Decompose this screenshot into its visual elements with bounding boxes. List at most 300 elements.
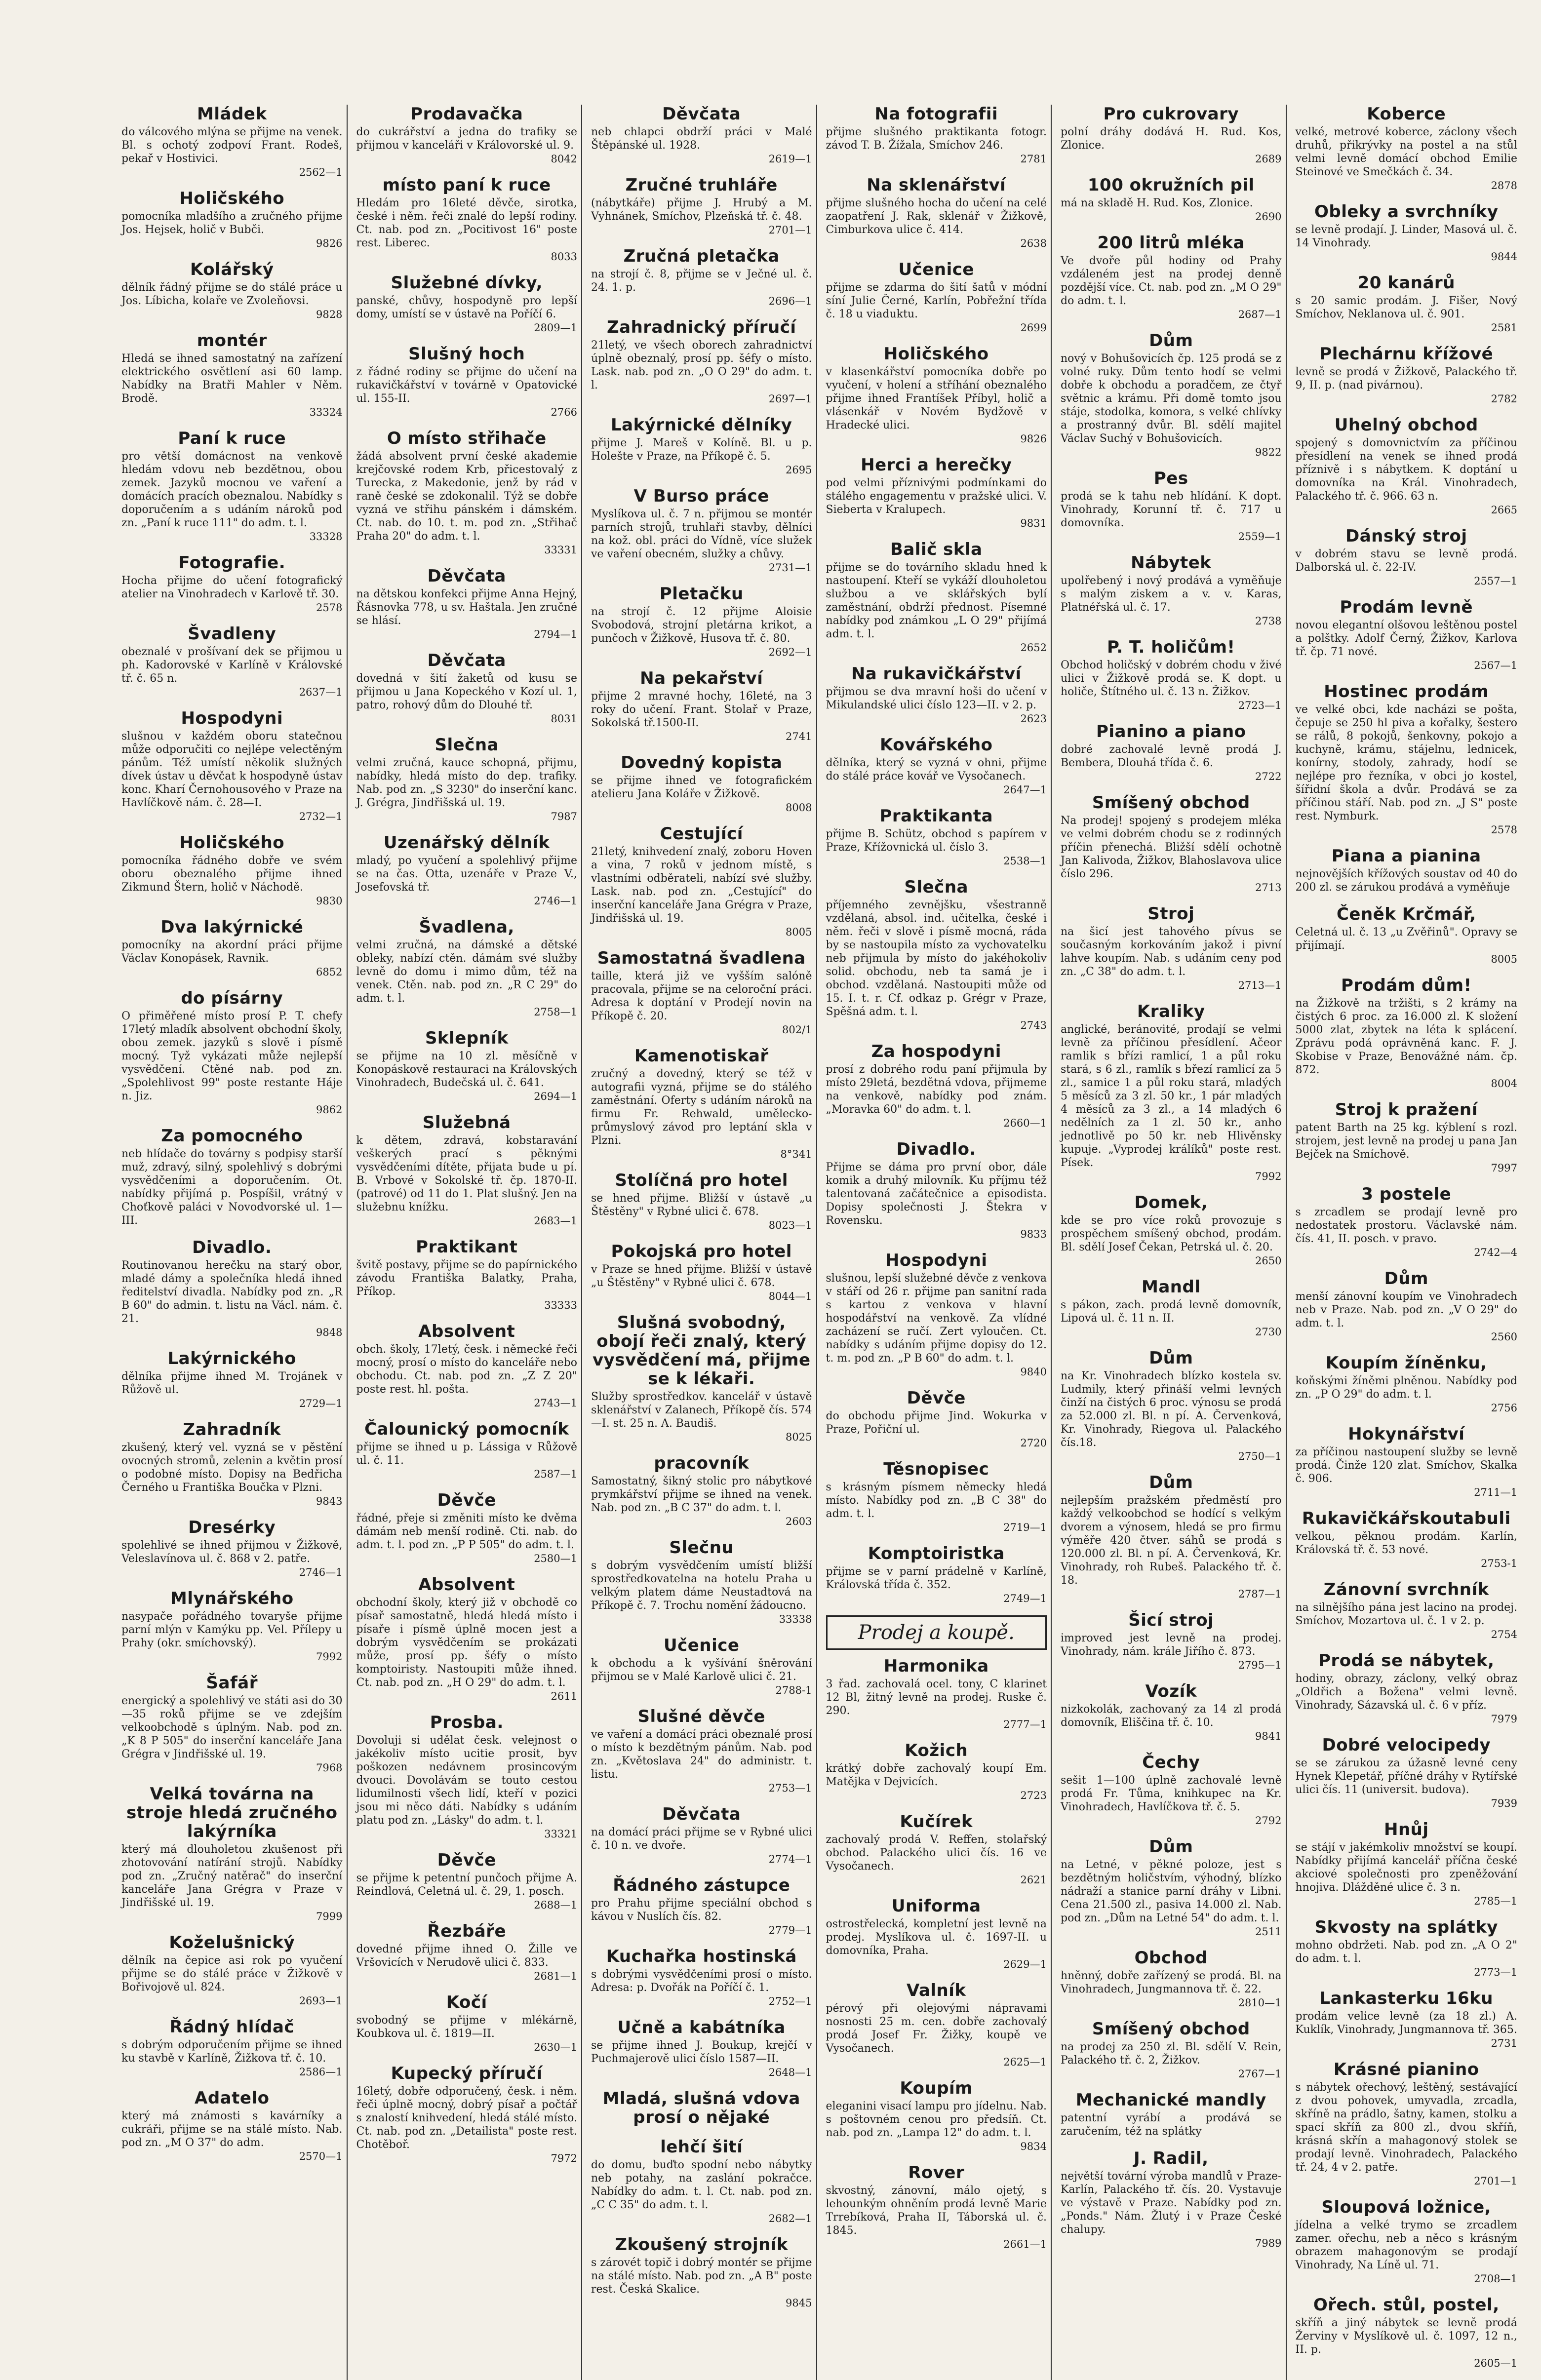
- ad-body: menší zánovní koupím ve Vinohradech neb v Praze. Nab. pod zn. „V O 29" do adm. t. l.: [1295, 1290, 1517, 1329]
- ad-code: 2781: [1020, 153, 1047, 165]
- classified-columns: [118, 104, 1521, 2369]
- ad-heading: Služebné dívky,: [391, 273, 543, 293]
- ad-body: mohno obdržeti. Nab. pod zn. „A O 2" do adm. t. l.: [1295, 1939, 1517, 1965]
- ad-code: 2580—1: [534, 1553, 577, 1564]
- ad-code: 8042: [551, 153, 577, 165]
- ad-body: do domu, buďto spodní nebo nábytky neb potahy, na zaslání pokračce. Nabídky do adm. t. l. Ct. nab. pod zn. „C C 35" do adm. t. l.: [591, 2159, 812, 2211]
- ad-heading: Kožich: [905, 1741, 968, 1760]
- ad-heading: Pletačku: [659, 584, 744, 604]
- ad-code: 8008: [786, 802, 812, 814]
- classified-ad: [356, 1491, 578, 1564]
- classified-ad: [1296, 2296, 1518, 2369]
- ad-code: 2693—1: [299, 1995, 343, 2007]
- ad-heading: Herci a herečky: [861, 455, 1012, 475]
- ad-code: 2752—1: [768, 1995, 812, 2007]
- ad-body: se přijme ihned J. Boukup, krejčí v Puchmajerově ulici číslo 1587—II.: [591, 2039, 812, 2065]
- ad-heading: Ořech. stůl, postel,: [1313, 2295, 1500, 2315]
- ad-code: 2750—1: [1238, 1450, 1282, 1462]
- classified-ad: [1296, 2060, 1518, 2187]
- ad-body: k dětem, zdravá, kobstaravání veškerých prací s pěknými vysvědčeními dítěte, přijata bude u pí. B. Vrbové v Sokolské tř. čp. 1870-II. (patrové) od 11 do 1. Plat slušný. Jen na služebnu knížku.: [356, 1134, 577, 1213]
- ad-code: 8°341: [780, 1148, 812, 1160]
- ad-body: eleganini visací lampu pro jídelnu. Nab. s poštovném cenou pro předsíň. Ct. nab. pod zn. „Lampa 12" do adm. t. l.: [826, 2100, 1047, 2139]
- ad-body: který má dlouholetou zkušenost při zhotovování natírání strojů. Nabídky pod zn. „Zručný natěrač" do inserční kanceláře Jana Grégra v Praze v Jindřišské ul. 19.: [121, 1843, 343, 1909]
- classified-ad: [1296, 2198, 1518, 2285]
- ad-body: do cukrářství a jedna do trafiky se přijmou v kanceláři v Královorské ul. 9.: [356, 126, 577, 152]
- ad-body: přijme se v parní prádelně v Karlíně, Královská třída č. 352.: [826, 1565, 1047, 1591]
- ad-code: 2795—1: [1238, 1659, 1282, 1671]
- classified-ad: [1061, 1682, 1282, 1742]
- ad-body: přijme slušného hocha do učení na celé zaopatření J. Rak, sklenář v Žižkově, Cimburkova ulice č. 414.: [826, 197, 1047, 236]
- ad-body: dovedná v šití žaketů od kusu se přijmou u Jana Kopeckého v Kozí ul. 1, patro, rohový dům do Dlouhé tř.: [356, 672, 577, 711]
- ad-heading: Koželušnický: [169, 1933, 295, 1952]
- classified-ad: [826, 540, 1047, 654]
- classified-ad: [591, 1171, 812, 1231]
- ad-code: 9822: [1255, 446, 1282, 458]
- ad-code: 2701—1: [1474, 2175, 1517, 2187]
- ad-code: 2777—1: [1003, 1718, 1047, 1730]
- ad-code: 2741: [786, 731, 812, 742]
- ad-heading: Smíšený obchod: [1092, 793, 1250, 813]
- ad-code: 2743: [1020, 1019, 1047, 1031]
- classified-ad: [1296, 976, 1518, 1090]
- ad-heading: Těsnopisec: [883, 1459, 989, 1479]
- ad-code: 2788-1: [775, 1684, 812, 1696]
- classified-ad: [826, 105, 1047, 165]
- ad-heading: Dům: [1149, 331, 1193, 351]
- ad-heading: Dům: [1149, 1837, 1193, 1857]
- ad-body: kde se pro více roků provozuje s prospěchem smíšený obchod, prodám. Bl. sdělí Josef Čekan, Petrská ul. č. 20.: [1061, 1214, 1282, 1253]
- ad-heading: Děvče: [437, 1850, 496, 1870]
- ad-heading: 20 kanárů: [1357, 273, 1455, 293]
- column-1: [118, 105, 348, 2380]
- ad-code: 7992: [316, 1651, 343, 1663]
- ad-heading: Smíšený obchod: [1092, 2019, 1250, 2039]
- ad-body: Přijme se dáma pro první obor, dále komik a druhý milovník. Ku příjmu též talentovaná začátečnice a episodista. Dopisy společnosti J. Štekra v Rovensku.: [826, 1161, 1047, 1227]
- ad-code: 2729—1: [299, 1398, 343, 1409]
- classified-ad: [591, 2138, 812, 2224]
- ad-heading: Kraliky: [1137, 1002, 1205, 1021]
- classified-ad: [826, 1140, 1047, 1240]
- ad-body: prosí z dobrého rodu paní přijmula by místo 29letá, bezdětná vdova, přijmeme na venkově, nabídky pod znám. „Moravka 60" do adm. t. l.: [826, 1063, 1047, 1116]
- ad-code: 2732—1: [299, 811, 343, 822]
- classified-ad: [121, 1785, 343, 1922]
- ad-code: 2687—1: [1238, 309, 1282, 320]
- ad-heading: místo paní k ruce: [382, 175, 551, 195]
- ad-heading: Uzenářský dělník: [383, 833, 550, 853]
- classified-ad: [826, 664, 1047, 725]
- ad-code: 2767—1: [1238, 2068, 1282, 2080]
- ad-body: Hledám pro 16leté děvče, sirotka, české i něm. řeči znalé do lepší rodiny. Ct. nab. pod zn. „Pocitivost 16" poste rest. Liberec.: [356, 197, 577, 249]
- classified-ad: [356, 833, 578, 907]
- ad-code: 8044—1: [768, 1290, 812, 1302]
- ad-code: 7989: [1255, 2237, 1282, 2249]
- ad-heading: Lankasterku 16ku: [1319, 1989, 1493, 2008]
- classified-ad: [121, 553, 343, 614]
- ad-heading: Dovedný kopista: [621, 753, 783, 773]
- ad-body: s 20 samic prodám. J. Fišer, Nový Smíchov, Neklanova ul. č. 901.: [1295, 295, 1517, 320]
- ad-body: krátký dobře zachovalý koupí Em. Matějka v Dejvicích.: [826, 1762, 1047, 1788]
- classified-ad: [591, 1454, 812, 1527]
- classified-ad: [121, 1589, 343, 1663]
- ad-heading: Prosba.: [430, 1713, 504, 1732]
- ad-heading: Obchod: [1134, 1948, 1208, 1968]
- classified-ad: [1296, 1509, 1518, 1569]
- classified-ad: [356, 1113, 578, 1227]
- classified-ad: [121, 105, 343, 178]
- ad-body: obeznalé v prošívaní dek se přijmou u ph. Kadorovské v Karlíně v Královské tř. č. 65 n.: [121, 646, 343, 685]
- classified-ad: [1061, 722, 1282, 782]
- ad-heading: Hostinec prodám: [1324, 682, 1489, 702]
- ad-body: přijme se zdarma do šití šatů v módní síní Julie Černé, Karlín, Pobřežní třída č. 18 u viaduktu.: [826, 281, 1047, 320]
- ad-body: levně se prodá v Žižkově, Palackého tř. 9, II. p. (nad pivárnou).: [1295, 366, 1517, 391]
- ad-body: Hledá se ihned samostatný na zařízení elektrického osvětlení asi 60 lamp. Nabídky na Bratři Mahler v Něm. Brodě.: [121, 352, 343, 405]
- classified-ad: [121, 429, 343, 543]
- ad-heading: Na fotografii: [874, 104, 998, 124]
- classified-ad: [591, 1876, 812, 1936]
- ad-heading: Prodavačka: [410, 104, 523, 124]
- classified-ad: [356, 273, 578, 334]
- ad-heading: Děvče: [437, 1490, 496, 1510]
- ad-heading: Absolvent: [418, 1575, 515, 1595]
- ad-body: prodám velice levně (za 18 zl.) A. Kuklík, Vinohrady, Jungmannova tř. 365.: [1295, 2010, 1517, 2036]
- ad-heading: Zahradník: [183, 1420, 281, 1440]
- ad-heading: lehčí šití: [660, 2137, 743, 2157]
- ad-heading: Dům: [1149, 1473, 1193, 1492]
- classified-ad: [591, 2235, 812, 2309]
- ad-code: 33338: [779, 1613, 812, 1625]
- ad-heading: Pokojská pro hotel: [611, 1242, 792, 1261]
- ad-heading: O místo střihače: [387, 429, 547, 448]
- ad-heading: Koupím žíněnku,: [1325, 1353, 1487, 1373]
- ad-code: 2688—1: [534, 1899, 577, 1911]
- classified-ad: [826, 456, 1047, 529]
- ad-code: 2749—1: [1003, 1593, 1047, 1604]
- ad-code: 7968: [316, 1762, 343, 1774]
- classified-ad: [1296, 1580, 1518, 1640]
- ad-heading: Paní k ruce: [178, 429, 286, 448]
- ad-body: nasypače pořádného tovaryše přijme parní mlýn v Kamýku pp. Vel. Přílepy u Prahy (okr. smíchovský).: [121, 1610, 343, 1649]
- ad-heading: Učenice: [664, 1636, 740, 1655]
- ad-code: 9826: [316, 237, 343, 249]
- classified-ad: [121, 1674, 343, 1774]
- ad-code: 2779—1: [768, 1924, 812, 1936]
- ad-heading: Cestující: [660, 824, 743, 844]
- classified-ad: [591, 2089, 812, 2127]
- ad-heading: Dům: [1384, 1269, 1428, 1288]
- ad-code: 8033: [551, 251, 577, 263]
- ad-heading: Za hospodyni: [871, 1042, 1001, 1061]
- classified-ad: [356, 2064, 578, 2164]
- ad-heading: Dresérky: [188, 1518, 276, 1537]
- classified-ad: [1296, 1269, 1518, 1343]
- classified-ad: [356, 1322, 578, 1409]
- ad-code: 2723: [1020, 1790, 1047, 1801]
- ad-heading: Hnůj: [1383, 1820, 1429, 1839]
- ad-heading: Komptoiristka: [868, 1544, 1005, 1563]
- ad-heading: Mechanické mandly: [1075, 2090, 1266, 2110]
- ad-body: mladý, po vyučení a spolehlivý přijme se na čas. Otta, uzenáře v Praze V., Josefovská tř.: [356, 855, 577, 894]
- classified-ad: [356, 429, 578, 556]
- ad-body: v dobrém stavu se levně prodá. Dalborská ul. č. 22-IV.: [1295, 548, 1517, 574]
- ad-heading: Slečna: [904, 877, 968, 897]
- ad-heading: Domek,: [1134, 1193, 1208, 1212]
- ad-code: 2692—1: [768, 646, 812, 658]
- ad-body: na Žižkově na tržišti, s 2 krámy na čistých 6 proc. za 16.000 zl. K složení 5000 zlat, zbytek na léta k splácení. Zprávu podá oprávněná kanc. F. J. Skobise v Praze, Benovážné nám. čp. 872.: [1295, 997, 1517, 1076]
- ad-code: 2782: [1491, 393, 1517, 405]
- ad-body: který má známosti s kavárníky a cukráři, přijme se na stálé místo. Nab. pod zn. „M O 37" do adm.: [121, 2110, 343, 2149]
- classified-ad: [1061, 331, 1282, 458]
- ad-heading: pracovník: [654, 1453, 750, 1473]
- ad-code: 2723—1: [1238, 700, 1282, 711]
- ad-heading: Holičského: [883, 344, 989, 364]
- classified-ad: [1061, 2091, 1282, 2138]
- ad-heading: Na rukavičkářství: [851, 664, 1022, 684]
- ad-code: 7997: [1491, 1162, 1517, 1174]
- ad-code: 2578: [316, 602, 343, 614]
- ad-body: Ve dvoře půl hodiny od Prahy vzdáleném jest na prodej denně pozdější více. Ct. nab. pod zn. „M O 29" do adm. t. l.: [1061, 255, 1282, 307]
- ad-code: 9833: [1020, 1228, 1047, 1240]
- ad-code: 7987: [551, 811, 577, 822]
- ad-code: 2753—1: [768, 1782, 812, 1794]
- ad-body: Dovoluji si udělat česk. velejnost o jakékoliv místo ucitie prosit, byv poškozen nedávnem prosincovým dvouci. Dovolávám se touto cestou lidumilnosti všech lidí, kteří v pozici jsou mi něco dáti. Nabídky s udáním platu pod zn. „Lásky" do adm. t. l.: [356, 1734, 577, 1827]
- ad-heading: Mládek: [197, 104, 267, 124]
- ad-heading: Kupecký příručí: [391, 2064, 543, 2083]
- ad-code: 9841: [1255, 1730, 1282, 1742]
- ad-body: na prodej za 250 zl. Bl. sdělí V. Rein, Palackého tř. č. 2, Žižkov.: [1061, 2041, 1282, 2067]
- classified-ad: [121, 624, 343, 698]
- ad-body: v klasenkářství pomocníka dobře po vyučení, v holení a stříhání obeznalého přijme ihned Frantíšek Příbyl, holič a vlásenkář v Novém Bydžově v Hradecké ulici.: [826, 366, 1047, 431]
- ad-heading: Slušný hoch: [408, 344, 525, 364]
- ad-code: 2746—1: [534, 895, 577, 907]
- ad-code: 2754: [1491, 1629, 1517, 1640]
- classified-ad: [356, 1993, 578, 2053]
- ad-body: má na skladě H. Rud. Kos, Zlonice.: [1061, 197, 1253, 209]
- ad-code: 2720: [1020, 1437, 1047, 1449]
- ad-body: dovedné přijme ihned O. Žille ve Vršovicích v Nerudově ulici č. 833.: [356, 1943, 577, 1969]
- ad-code: 2766: [551, 406, 577, 418]
- ad-code: 2681—1: [534, 1970, 577, 1982]
- ad-heading: Prodá se nábytek,: [1318, 1651, 1495, 1671]
- classified-ad: [121, 1238, 343, 1338]
- ad-code: 2730: [1255, 1326, 1282, 1338]
- ad-heading: Stroj k pražení: [1335, 1100, 1478, 1120]
- ad-body: na silnějšího pána jest lacino na prodej. Smíchov, Mozartova ul. č. 1 v 2. p.: [1295, 1601, 1517, 1627]
- ad-heading: do písárny: [181, 988, 283, 1008]
- ad-code: 2625—1: [1003, 2056, 1047, 2068]
- ad-code: 2630—1: [534, 2041, 577, 2053]
- classified-ad: [826, 260, 1047, 334]
- ad-body: slušnou, lepší služebné děvče z venkova v stáří od 26 r. přijme pan sanitní rada s kartou z venkova v hlavní hospodářství na venkově. Za vlídné zacházení se ručí. Zert vyloučen. Ct. nabídky s udáním přijme dopisy do 12. t. m. pod zn. „P B 60" do adm. t. l.: [826, 1272, 1047, 1365]
- ad-code: 33324: [309, 406, 343, 418]
- ad-heading: Krásné pianino: [1333, 2060, 1479, 2079]
- classified-ad: [826, 878, 1047, 1031]
- ad-heading: V Burso práce: [633, 486, 769, 506]
- ad-body: zručný a dovedný, který se též v autografii vyzná, přijme se do stálého zaměstnání. Oferty s udáním nároků na firmu Fr. Rehwald, umělecko-průmyslový závod pro leptání skla v Plzni.: [591, 1068, 812, 1147]
- ad-heading: Mladá, slušná vdova prosí o nějaké: [602, 2089, 800, 2127]
- ad-code: 8005: [786, 926, 812, 938]
- ad-heading: Zánovní svrchník: [1323, 1580, 1489, 1600]
- ad-body: Služby sprostředkov. kancelář v ústavě sklenářství v Zalanech, Příkopě čís. 574—I. st. 25 n. A. Baudiš.: [591, 1391, 812, 1430]
- ad-heading: Učenice: [898, 260, 974, 279]
- ad-heading: Na pekařství: [640, 668, 763, 688]
- ad-body: prodá se k tahu neb hlídání. K dopt. Vinohrady, Korunní tř. č. 717 u domovníka.: [1061, 490, 1282, 529]
- ad-body: s dobrým vysvědčením umístí bližší sprostředkovatelna na hotelu Praha u velkým platem dáme Neustadtová na Příkopě č. 7. Trochu nomění žádoucno.: [591, 1560, 812, 1612]
- ad-heading: Koupím: [900, 2078, 973, 2098]
- ad-heading: Plechárnu křížové: [1319, 344, 1494, 364]
- ad-code: 2605—1: [1474, 2357, 1517, 2369]
- ad-code: 2695: [786, 464, 812, 476]
- classified-ad: [591, 1707, 812, 1794]
- ad-body: svobodný se přijme v mlékárně, Koubkova ul. č. 1819—II.: [356, 2014, 577, 2040]
- ad-code: 33328: [309, 531, 343, 543]
- ad-code: 9834: [1020, 2141, 1047, 2152]
- ad-body: přijme J. Mareš v Kolíně. Bl. u p. Holešte v Praze, na Příkopě č. 5.: [591, 437, 812, 463]
- ad-heading: Čechy: [1142, 1753, 1200, 1772]
- classified-ad: [591, 753, 812, 814]
- classified-ad: [826, 2079, 1047, 2152]
- classified-ad: [121, 1420, 343, 1507]
- ad-heading: Kučírek: [900, 1812, 973, 1832]
- ad-body: přijme 2 mravné hochy, 16leté, na 3 roky do učení. Frant. Stolař v Praze, Sokolská tř.1500-II.: [591, 690, 812, 729]
- ad-heading: Fotografie.: [178, 553, 286, 573]
- classified-ad: [1296, 1918, 1518, 1978]
- ad-body: velké, metrové koberce, záclony všech druhů, přikrývky na postel a na stůl velmi levně domácí obchod Emilie Steinové ve Smečkách č. 34.: [1295, 126, 1517, 178]
- ad-body: sešit 1—100 úplně zachovalé levně prodá Fr. Tůma, knihkupec na Kr. Vinohradech, Havlíčkova tř. č. 5.: [1061, 1774, 1282, 1813]
- ad-body: dělník řádný přijme se do stálé práce u Jos. Líbicha, kolaře ve Zvoleňovsi.: [121, 281, 343, 307]
- ad-body: neb hlídače do továrny s podpisy starší muž, zdravý, silný, spolehlivý s dobrými vysvědčeními a doporučením. Ot. nabídky přijímá p. Pospíšil, vrátný v Choťkově paláci v Novodvorské ul. 1—III.: [121, 1148, 343, 1227]
- ad-code: 2538—1: [1003, 855, 1047, 867]
- ad-heading: Vozík: [1145, 1681, 1197, 1701]
- classified-ad: [1061, 1837, 1282, 1938]
- ad-code: 2708—1: [1474, 2273, 1517, 2285]
- classified-ad: [356, 1851, 578, 1911]
- ad-body: s zárovét topič i dobrý montér se přijme na stálé místo. Nab. pod zn. „A B" poste rest. Česká Skalice.: [591, 2257, 812, 2296]
- classified-ad: [826, 1657, 1047, 1730]
- classified-ad: [1296, 682, 1518, 836]
- classified-ad: [356, 651, 578, 725]
- ad-heading: Rukavičkářskoutabuli: [1302, 1509, 1511, 1528]
- classified-ad: [1296, 202, 1518, 263]
- ad-body: ostrostřelecká, kompletní jest levně na prodej. Myslíkova ul. č. 1697-II. u domovníka, Praha.: [826, 1918, 1047, 1957]
- classified-ad: [591, 416, 812, 476]
- ad-body: Samostatný, šikný stolic pro nábytkové prymkářství přijme se ihned na venek. Nab. pod zn. „B C 37" do adm. t. l.: [591, 1475, 812, 1514]
- ad-code: 2611: [551, 1690, 577, 1702]
- ad-body: na dětskou konfekci přijme Anna Hejný, Řásnovka 778, u sv. Haštala. Jen zručné se hlásí.: [356, 588, 577, 627]
- ad-body: s zrcadlem se prodají levně pro nedostatek prostoru. Václavské nám. čís. 41, II. posch. v pravo.: [1295, 1206, 1517, 1245]
- ad-body: na šicí jest tahového pívus se současným korkováním jakož i pivní lahve koupím. Nab. s udáním ceny pod zn. „C 38" do adm. t. l.: [1061, 926, 1282, 978]
- ad-body: ve velké obci, kde nacházi se pošta, čepuje se 250 hl piva a kořalky, šestero se rálů, 8 pokojů, šenkovny, pokojo a kuchyně, krámu, stájelnu, lednicek, konírny, stodoly, zahrady, hodí se nejlépe pro řezníka, v obci jo kostel, šířidní škola a dvůr. Prodává se za příčinou stáří. Nab. pod zn. „J S" poste rest. Nymburk.: [1295, 703, 1517, 822]
- ad-body: obchodní školy, který již v obchodě co písař samostatně, hledá hledá místo i písaře i písmě úplně mocen jest a dobrým vysvědčením se prokázati může, prosí pp. šéfy o místo komptoiristy. Nastoupiti může ihned. Ct. nab. pod zn. „H O 29" do adm. t. l.: [356, 1597, 577, 1689]
- ad-body: nizkokolák, zachovaný za 14 zl prodá domovník, Eliščina tř. č. 10.: [1061, 1703, 1282, 1729]
- ad-body: přijme se do továrního skladu hned k nastoupení. Kteří se vykáží dlouholetou službou a ve sklářských bylí zaměstnání, obdrží přednost. Písemné nabídky pod známkou „L O 29" přijímá adm. t. l.: [826, 561, 1047, 640]
- ad-body: se hned přijme. Bližší v ústavě „u Štěstěny" v Rybné ulici č. 678.: [591, 1192, 812, 1218]
- ad-heading: Zahradnický příručí: [606, 317, 796, 337]
- ad-heading: Pes: [1153, 468, 1188, 488]
- ad-heading: Kolářský: [190, 260, 274, 279]
- classified-ad: [591, 1047, 812, 1160]
- ad-code: 2559—1: [1238, 531, 1282, 543]
- ad-heading: Valník: [906, 1981, 966, 2000]
- section-title-box: [826, 1615, 1047, 1650]
- ad-heading: Šafář: [206, 1673, 258, 1693]
- ad-heading: Kamenotiskař: [634, 1046, 769, 1066]
- classified-ad: [591, 318, 812, 405]
- classified-ad: [1296, 273, 1518, 334]
- ad-body: hněnný, dobře zařízený se prodá. Bl. na Vinohradech, Jungmannova tř. č. 22.: [1061, 1970, 1282, 1995]
- ad-code: 2648—1: [768, 2067, 812, 2078]
- ad-body: improved jest levně na prodej. Vinohrady, nám. krále Jiřího č. 873.: [1061, 1632, 1282, 1658]
- ad-code: 9828: [316, 309, 343, 320]
- classified-ad: [1296, 1100, 1518, 1174]
- ad-code: 2738: [1255, 615, 1282, 627]
- ad-code: 2719—1: [1003, 1522, 1047, 1533]
- ad-heading: Harmonika: [883, 1656, 989, 1676]
- classified-ad: [356, 567, 578, 640]
- classified-ad: [1061, 904, 1282, 991]
- ad-code: 2570—1: [299, 2150, 343, 2162]
- ad-heading: Mlynářského: [170, 1589, 294, 1608]
- ad-body: 16letý, dobře odporučený, česk. i něm. řeči úplně mocný, dobrý písař a počtář s znalostí knihvedení, hledá stálé místo. Ct. nab. pod zn. „Detailista" poste rest. Chotěboř.: [356, 2085, 577, 2151]
- ad-heading: Dva lakýrnické: [160, 917, 304, 937]
- classified-ad: [826, 1897, 1047, 1970]
- ad-code: 8023—1: [768, 1219, 812, 1231]
- ad-heading: Divadlo.: [192, 1238, 272, 1257]
- ad-body: panské, chůvy, hospodyně pro lepší domy, umístí se v ústavě na Poříčí 6.: [356, 295, 577, 320]
- ad-code: 7992: [1255, 1170, 1282, 1182]
- classified-ad: [1296, 598, 1518, 671]
- ad-heading: Zkoušený strojník: [615, 2235, 789, 2255]
- column-4: [822, 105, 1052, 2380]
- ad-body: spojený s domovnictvím za příčinou přesídlení na venek se ihned prodá příznivě i s nábytkem. K doptání u domovníka na Král. Vinohradech, Palackého tř. č. 966. 63 n.: [1295, 437, 1517, 503]
- classified-ad: [826, 176, 1047, 249]
- classified-ad: [1061, 1753, 1282, 1827]
- classified-ad: [1061, 1002, 1282, 1182]
- ad-body: se levně prodají. J. Linder, Masová ul. č. 14 Vinohrady.: [1295, 224, 1517, 249]
- classified-ad: [826, 345, 1047, 445]
- ad-heading: Hospodyni: [885, 1250, 988, 1270]
- ad-heading: Absolvent: [418, 1322, 515, 1341]
- ad-body: zachovalý prodá V. Reffen, stolařský obchod. Palackého ulici čís. 16 ve Vysočanech.: [826, 1834, 1047, 1873]
- ad-heading: Kočí: [446, 1992, 487, 2012]
- classified-ad: [591, 247, 812, 307]
- classified-ad: [591, 824, 812, 938]
- ad-body: pérový při olejovými nápravami nosnosti 25 m. cen. dobře zachovalý prodá Josef Fr. Žižky, koupě ve Vysočanech.: [826, 2002, 1047, 2055]
- ad-code: 2697—1: [768, 393, 812, 405]
- ad-code: 2810—1: [1238, 1997, 1282, 2009]
- ad-body: Obchod holičský v dobrém chodu v živé ulici v Žižkově prodá se. K dopt. u holiče, Štítného ul. č. 13 n. Žižkov.: [1061, 659, 1282, 698]
- ad-heading: Děvčata: [427, 651, 506, 670]
- ad-code: 9826: [1020, 433, 1047, 445]
- classified-ad: [1061, 638, 1282, 711]
- ad-body: na strojí č. 12 přijme Aloisie Svobodová, strojní pletárna krikot, a punčoch v Žižkově, Husova tř. č. 80.: [591, 606, 812, 645]
- ad-heading: Skvosty na splátky: [1314, 1917, 1498, 1937]
- ad-heading: Stolíčná pro hotel: [615, 1170, 788, 1190]
- ad-heading: Čeněk Krčmář,: [1336, 904, 1476, 924]
- classified-ad: [1296, 527, 1518, 587]
- ad-heading: Zručné truhláře: [625, 175, 778, 195]
- ad-heading: 100 okružních pil: [1087, 175, 1255, 195]
- ad-heading: Sklepník: [425, 1028, 509, 1048]
- ad-heading: Holičského: [179, 189, 285, 208]
- ad-heading: Rover: [908, 2163, 965, 2183]
- ad-body: pro větší domácnost na venkově hledám vdovu neb bezdětnou, obou zemek. Jazyků mocnou ve vaření a domácích pracích obeznalou. Nabídky s doporučením a s udáním nároků pod zn. „Paní k ruce 111" do adm. t. l.: [121, 450, 343, 529]
- classified-ad: [591, 1242, 812, 1302]
- ad-body: ve vaření a domácí práci obeznalé prosí o místo k bezdětným pánům. Nab. pod zn. „Květoslava 24" do administr. t. listu.: [591, 1728, 812, 1781]
- ad-heading: Slušné děvče: [637, 1707, 765, 1726]
- ad-code: 33331: [544, 544, 577, 556]
- ad-body: spolehlivé se ihned přijmou v Žižkově, Veleslavínova ul. č. 868 v 2. patře.: [121, 1539, 343, 1565]
- ad-body: do obchodu přijme Jind. Wokurka v Praze, Pořiční ul.: [826, 1410, 1047, 1436]
